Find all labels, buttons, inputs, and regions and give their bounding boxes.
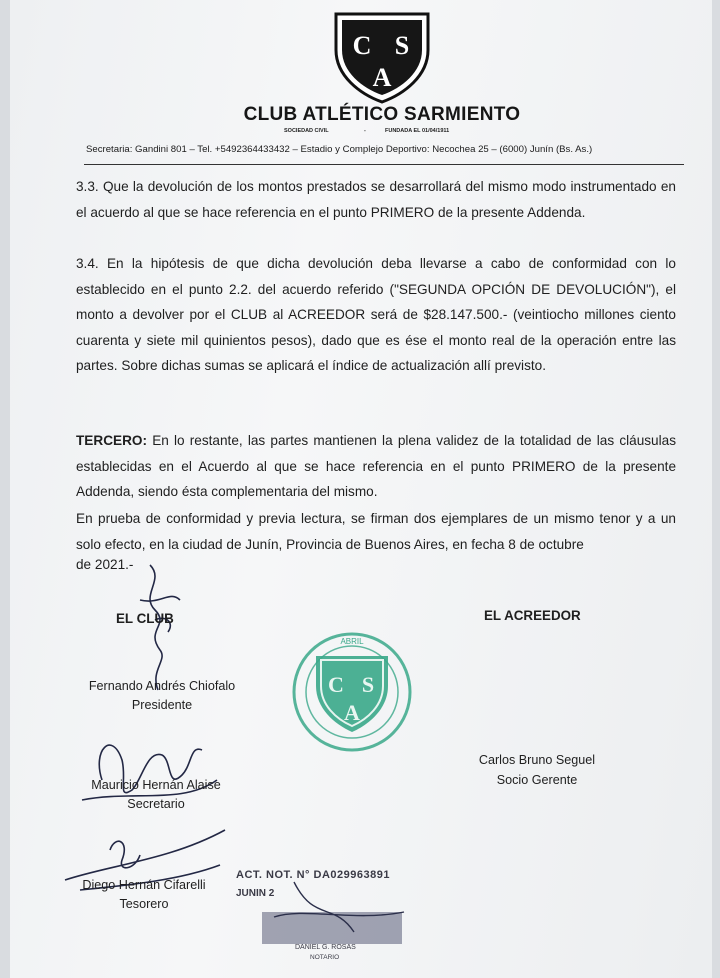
creditor-name: Carlos Bruno Seguel bbox=[478, 753, 596, 767]
logo-letter-a: A bbox=[372, 63, 392, 92]
clause-tercero-heading: TERCERO: bbox=[76, 433, 147, 448]
clause-tercero-text: En lo restante, las partes mantienen la plena validez de la totalidad de las cláusulas establecidas en el Acuerdo al que se hace referencia en el punto PRIMERO de la presente Addenda, siendo ésta complementaria del mismo. bbox=[76, 433, 676, 499]
secretary-name: Mauricio Hernán Alaise bbox=[91, 778, 221, 792]
notary-place: JUNIN 2 bbox=[236, 888, 275, 899]
seal-letter-s: S bbox=[361, 672, 375, 697]
logo-letter-c: C bbox=[352, 31, 372, 60]
clause-3-4: 3.4. En la hipótesis de que dicha devolución deba llevarse a cabo de conformidad con lo establecido en el punto 2.2. del acuerdo referido ("SEGUNDA OPCIÓN DE DEVOLUCIÓN"), el monto a devolver por el CLUB al ACREEDOR será de $28.147.500.- (veintiocho millones ciento cuarenta y siete mil quinientos pesos), dado que es ése el monto real de la operación entre las partes. Sobre dichas sumas se aplicará el índice de actualización allí previsto. bbox=[76, 256, 676, 373]
club-label: EL CLUB bbox=[116, 611, 174, 626]
president-role: Presidente bbox=[131, 698, 193, 712]
club-address: Secretaria: Gandini 801 – Tel. +5492364433432 – Estadio y Complejo Deportivo: Necochea 25 – (6000) Junín (Bs. As.) bbox=[86, 144, 593, 155]
closing-paragraph: En prueba de conformidad y previa lectura, se firman dos ejemplares de un mismo tenor y a un solo efecto, en la ciudad de Junín, Provincia de Buenos Aires, en fecha 8 de octubre bbox=[76, 511, 676, 552]
logo-letter-s: S bbox=[394, 31, 410, 60]
society-type: SOCIEDAD CIVIL bbox=[284, 128, 329, 134]
notary-name: DANIEL G. ROSAS bbox=[295, 944, 356, 951]
treasurer-name: Diego Hernán Cifarelli bbox=[82, 878, 206, 892]
header-divider bbox=[84, 164, 684, 165]
club-shield-logo bbox=[332, 10, 432, 104]
club-seal-stamp bbox=[282, 630, 422, 754]
club-name: CLUB ATLÉTICO SARMIENTO bbox=[243, 104, 521, 125]
notary-role: NOTARIO bbox=[310, 954, 340, 961]
creditor-label: EL ACREEDOR bbox=[484, 608, 581, 623]
notary-act-number bbox=[236, 869, 390, 881]
founded-date: FUNDADA EL 01/04/1911 bbox=[385, 128, 450, 134]
notary-act-label: ACT. NOT. N° bbox=[236, 869, 310, 881]
seal-letter-a: A bbox=[344, 700, 360, 725]
clause-tercero bbox=[76, 428, 676, 505]
seal-top-word: ABRIL bbox=[340, 637, 364, 646]
seal-letter-c: C bbox=[328, 672, 344, 697]
treasurer-role: Tesorero bbox=[119, 897, 169, 911]
notary-number: DA029963891 bbox=[313, 869, 390, 881]
president-name: Fernando Andrés Chiofalo bbox=[88, 679, 236, 693]
clause-3-3: 3.3. Que la devolución de los montos prestados se desarrollará del mismo modo instrumentado en el acuerdo al que se hace referencia en el punto PRIMERO de la presente Addenda. bbox=[76, 179, 676, 220]
creditor-role: Socio Gerente bbox=[496, 773, 578, 787]
secretary-role: Secretario bbox=[127, 797, 185, 811]
closing-date: de 2021.- bbox=[76, 557, 134, 572]
header-separator: - bbox=[364, 128, 366, 134]
